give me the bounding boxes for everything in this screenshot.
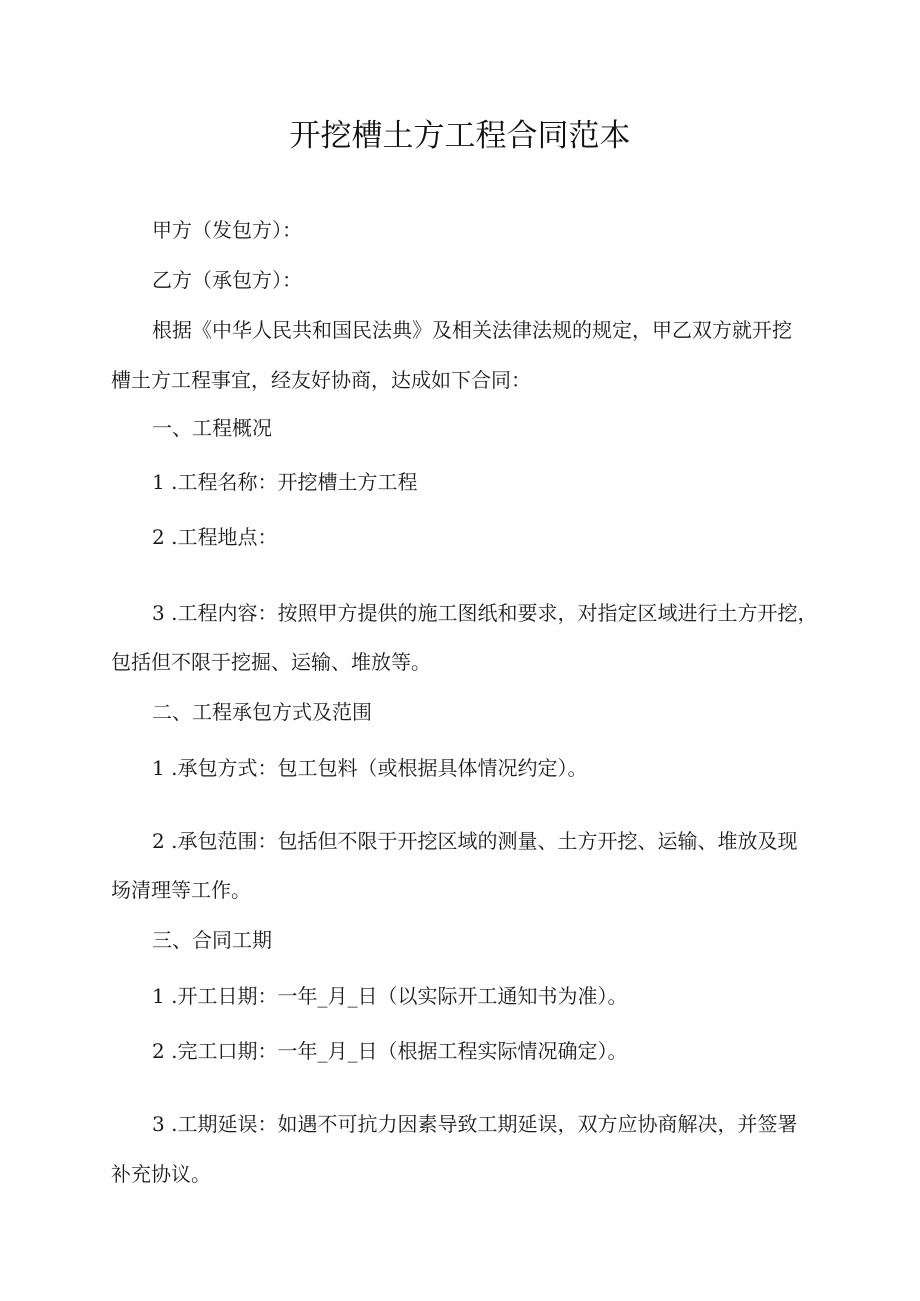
clause-line: 1 .工程名称：开挖槽土方工程 [152,470,418,494]
party-b-line: 乙方（承包方）： [152,268,302,292]
section-heading: 三、合同工期 [152,928,272,952]
clause-line: 2 .承包范围：包括但不限于开挖区域的测量、土方开挖、运输、堆放及现 [152,829,798,853]
clause-line-continued: 包括但不限于挖掘、运输、堆放等。 [111,650,431,674]
section-heading: 二、工程承包方式及范围 [152,700,372,724]
clause-line: 2 .完工口期：一年_月_日（根据工程实际情况确定）。 [152,1039,628,1063]
clause-line-continued: 场清理等工作。 [111,878,251,902]
clause-line: 3 .工期延误：如遇不可抗力因素导致工期延误，双方应协商解决，并签署 [152,1112,798,1136]
clause-line-continued: 补充协议。 [111,1162,211,1186]
clause-line: 2 .工程地点： [152,525,278,549]
party-a-line: 甲方（发包方）： [152,218,302,242]
section-heading: 一、工程概况 [152,416,272,440]
clause-line: 3 .工程内容：按照甲方提供的施工图纸和要求，对指定区域进行土方开挖， [152,601,818,625]
preamble-line-2: 槽土方工程事宜，经友好协商，达成如下合同： [111,368,531,392]
document-title: 开挖槽土方工程合同范本 [289,118,631,154]
preamble-line-1: 根据《中华人民共和国民法典》及相关法律法规的规定，甲乙双方就开挖 [152,318,792,342]
clause-line: 1 .承包方式：包工包料（或根据具体情况约定）。 [152,756,588,780]
clause-line: 1 .开工日期：一年_月_日（以实际开工通知书为准）。 [152,984,628,1008]
